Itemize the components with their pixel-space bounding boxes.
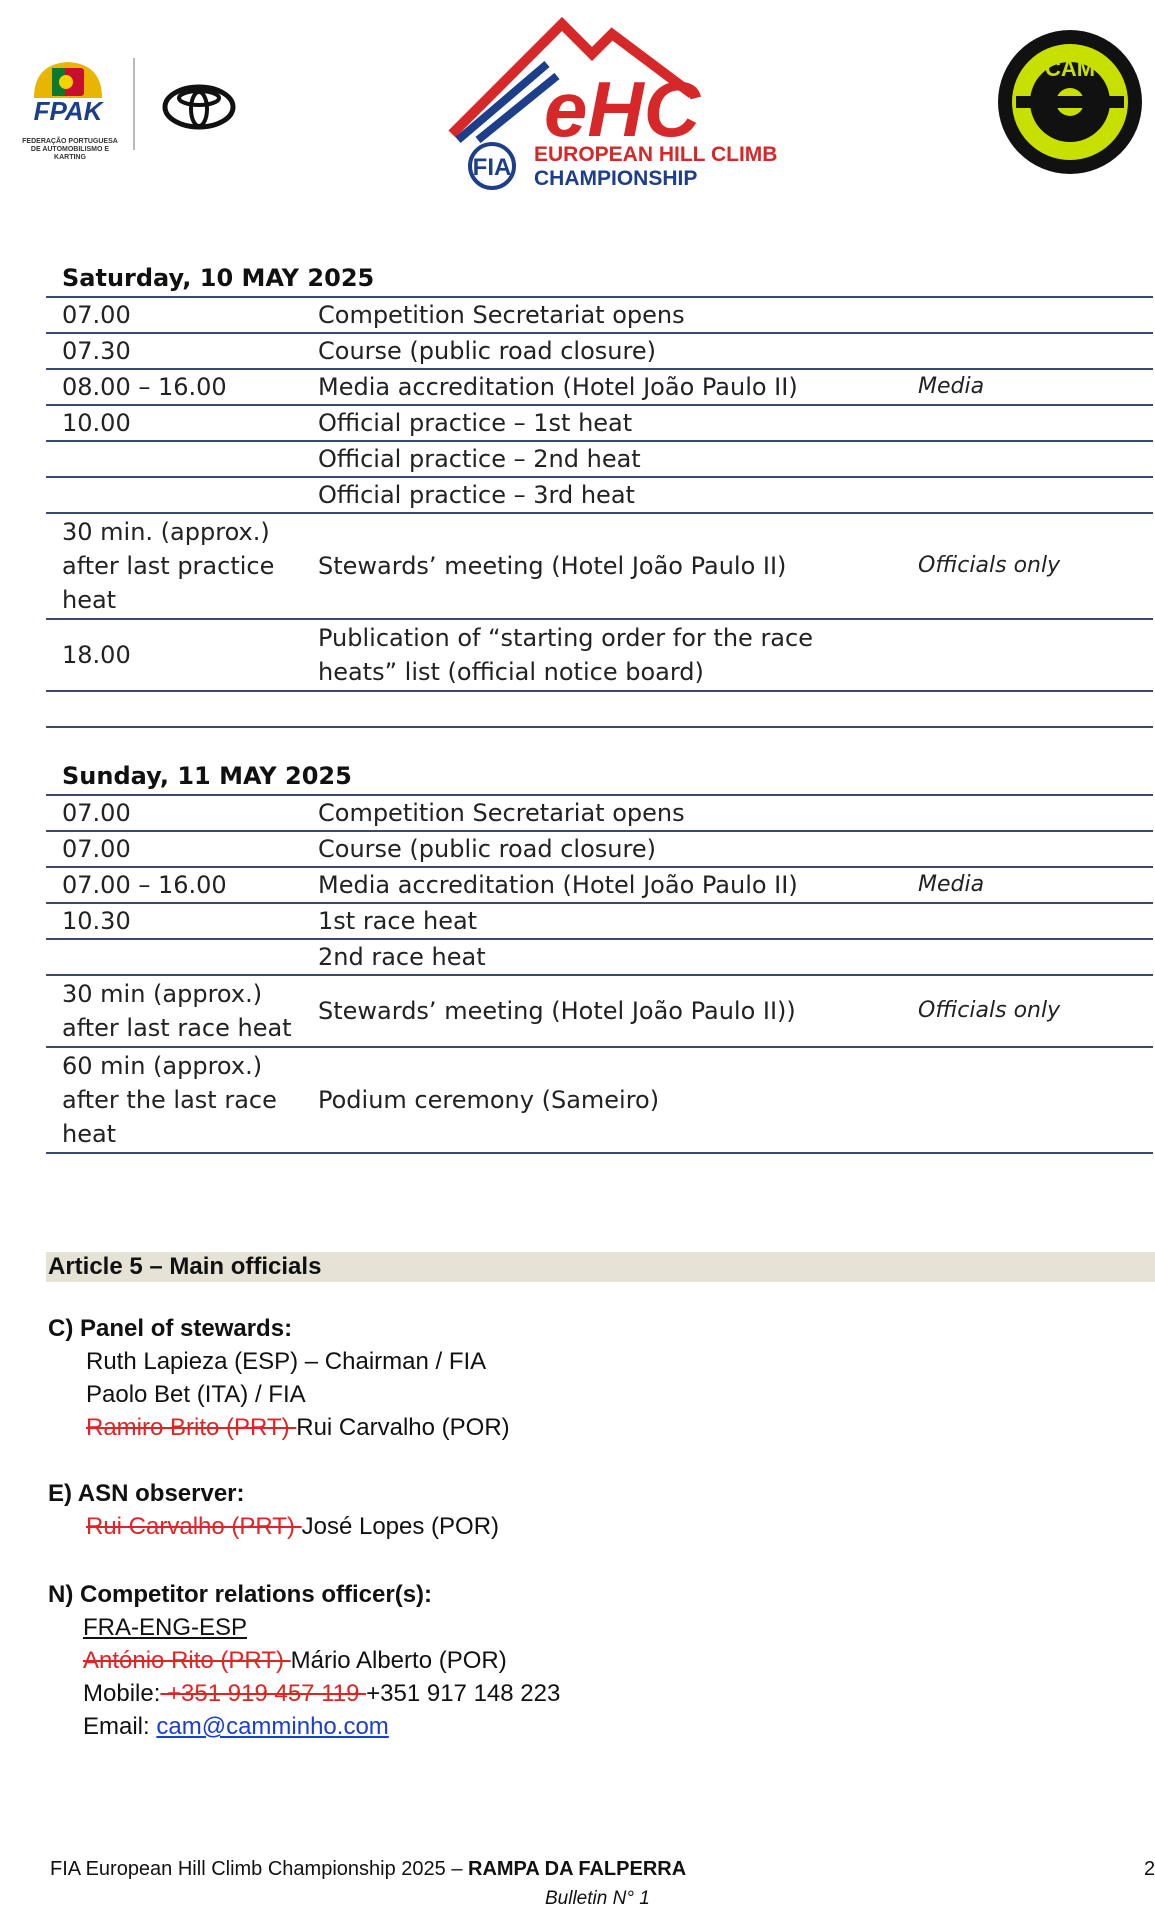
table-row <box>46 406 1153 442</box>
svg-text:eHC: eHC <box>544 65 701 153</box>
cam-logo <box>996 28 1144 176</box>
table-row <box>46 442 1153 478</box>
time-cell <box>46 478 318 512</box>
cro-mobile-line <box>48 1677 560 1710</box>
note-cell: Media <box>918 374 985 399</box>
stewards-section <box>48 1312 510 1444</box>
event-cell: 1st race heat <box>318 907 478 935</box>
event-cell: Official practice – 2nd heat <box>318 445 641 473</box>
event-cell: 2nd race heat <box>318 943 486 971</box>
event-cell: Media accreditation (Hotel João Paulo II) <box>318 373 798 401</box>
ehc-logo <box>452 14 778 194</box>
table-row <box>46 514 1153 620</box>
mobile-label: Mobile: <box>83 1680 161 1707</box>
note-cell: Officials only <box>918 998 1061 1023</box>
table-row <box>46 868 1153 904</box>
event-cell: Course (public road closure) <box>318 835 656 863</box>
note-cell <box>918 442 1153 476</box>
time-cell: 07.30 <box>62 337 131 365</box>
event-cell: Competition Secretariat opens <box>318 301 685 329</box>
footer <box>50 1858 686 1881</box>
cro-email-line <box>48 1710 560 1743</box>
note-cell <box>918 1048 1153 1152</box>
time-cell: 07.00 – 16.00 <box>62 871 227 899</box>
struck-text: António Rito (PRT) <box>83 1647 291 1674</box>
note-cell <box>918 832 1153 866</box>
article-heading: Article 5 – Main officials <box>46 1252 1155 1282</box>
replacement-text: Mário Alberto (POR) <box>290 1647 507 1674</box>
sunday-schedule <box>46 756 1153 1154</box>
observer-section <box>48 1477 499 1543</box>
note-cell <box>918 478 1153 512</box>
note-cell: Media <box>918 872 985 897</box>
note-cell <box>918 406 1153 440</box>
table-row <box>46 832 1153 868</box>
fpak-subtitle: FEDERAÇÃO PORTUGUESA DE AUTOMOBILISMO E KARTING <box>22 138 118 161</box>
replacement-text: +351 917 148 223 <box>366 1680 561 1707</box>
struck-text: Ramiro Brito (PRT) <box>86 1414 297 1441</box>
table-row <box>46 796 1153 832</box>
footer-text: FIA European Hill Climb Championship 2025 – <box>50 1858 468 1880</box>
toyota-logo <box>162 84 236 130</box>
time-cell: 18.00 <box>62 641 131 669</box>
replacement-text: Rui Carvalho (POR) <box>296 1414 510 1441</box>
email-label: Email: <box>83 1713 157 1740</box>
bulletin-number: Bulletin N° 1 <box>545 1888 650 1909</box>
table-row <box>46 976 1153 1048</box>
svg-text:FIA: FIA <box>472 154 512 181</box>
steward-line: Paolo Bet (ITA) / FIA <box>86 1381 306 1408</box>
svg-text:CHAMPIONSHIP: CHAMPIONSHIP <box>534 167 698 190</box>
saturday-schedule <box>46 258 1153 728</box>
note-cell <box>918 298 1153 332</box>
time-cell: 08.00 – 16.00 <box>62 373 227 401</box>
cro-name-line <box>48 1644 560 1677</box>
note-cell <box>898 620 1153 690</box>
time-cell: 30 min (approx.) after last race heat <box>62 980 292 1042</box>
event-cell: Stewards’ meeting (Hotel João Paulo II)) <box>318 997 796 1025</box>
time-cell: 07.00 <box>62 301 131 329</box>
steward-line <box>48 1411 510 1444</box>
logo-divider <box>133 58 135 150</box>
table-row <box>46 370 1153 406</box>
table-row <box>46 1048 1153 1154</box>
table-row <box>46 940 1153 976</box>
time-cell <box>46 940 318 974</box>
struck-text: Rui Carvalho (PRT) <box>86 1513 302 1540</box>
note-cell <box>918 334 1153 368</box>
steward-line: Ruth Lapieza (ESP) – Chairman / FIA <box>86 1348 487 1375</box>
event-cell: Competition Secretariat opens <box>318 799 685 827</box>
day-title: Sunday, 11 MAY 2025 <box>46 756 1153 796</box>
cro-languages <box>48 1611 560 1644</box>
event-cell: Course (public road closure) <box>318 337 656 365</box>
struck-text: +351 919 457 119 <box>160 1680 367 1707</box>
time-cell: 07.00 <box>62 835 131 863</box>
event-cell: Podium ceremony (Sameiro) <box>318 1086 660 1114</box>
section-heading: C) Panel of stewards: <box>48 1315 293 1342</box>
time-cell: 07.00 <box>62 799 131 827</box>
svg-text:EUROPEAN HILL CLIMB: EUROPEAN HILL CLIMB <box>534 143 778 166</box>
fpak-logo <box>26 58 110 148</box>
table-row <box>46 298 1153 334</box>
footer-event: RAMPA DA FALPERRA <box>468 1858 687 1880</box>
section-heading: E) ASN observer: <box>48 1480 245 1507</box>
time-cell: 10.00 <box>62 409 131 437</box>
email-link[interactable]: cam@camminho.com <box>156 1713 389 1740</box>
section-heading: N) Competitor relations officer(s): <box>48 1581 433 1608</box>
svg-text:CAM: CAM <box>1044 56 1096 81</box>
event-cell: Publication of “starting order for the race heats” list (official notice board) <box>318 624 813 686</box>
note-cell: Officials only <box>918 553 1061 578</box>
observer-line <box>48 1510 499 1543</box>
time-cell: 60 min (approx.) after the last race heat <box>62 1052 277 1148</box>
table-row <box>46 478 1153 514</box>
time-cell <box>46 442 318 476</box>
day-title: Saturday, 10 MAY 2025 <box>46 258 1153 298</box>
cro-section <box>48 1578 560 1743</box>
event-cell: Media accreditation (Hotel João Paulo II) <box>318 871 798 899</box>
time-cell: 10.30 <box>62 907 131 935</box>
table-row <box>46 334 1153 370</box>
table-row <box>46 904 1153 940</box>
time-cell: 30 min. (approx.) after last practice heat <box>62 518 275 614</box>
note-cell <box>918 904 1153 938</box>
note-cell <box>918 940 1153 974</box>
page-number: 2 <box>1144 1858 1155 1880</box>
event-cell: Stewards’ meeting (Hotel João Paulo II) <box>318 552 787 580</box>
svg-text:FPAK: FPAK <box>33 96 103 126</box>
languages-text: FRA-ENG-ESP <box>83 1614 248 1641</box>
header <box>0 0 1153 200</box>
note-cell <box>918 796 1153 830</box>
table-row <box>46 620 1153 692</box>
event-cell: Official practice – 1st heat <box>318 409 633 437</box>
event-cell: Official practice – 3rd heat <box>318 481 635 509</box>
blank-row <box>46 692 1153 728</box>
replacement-text: José Lopes (POR) <box>301 1513 500 1540</box>
